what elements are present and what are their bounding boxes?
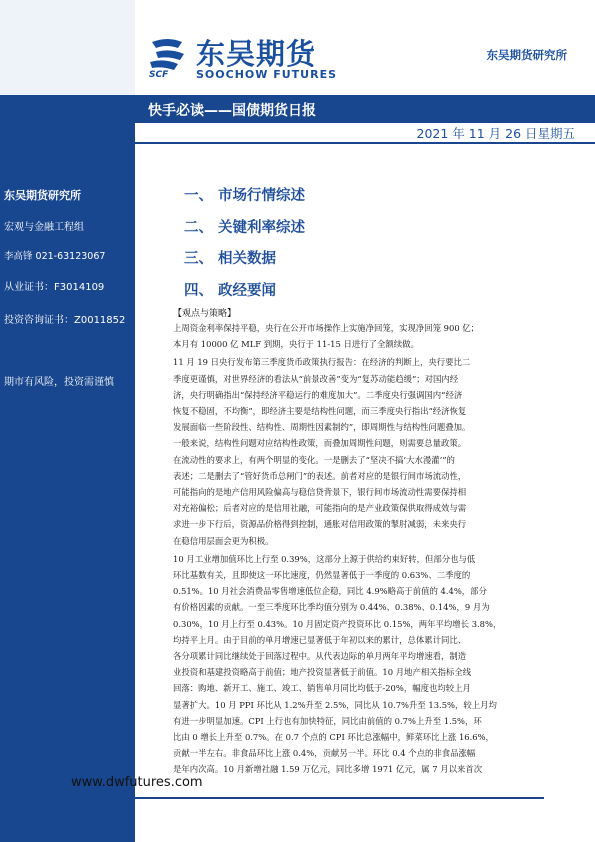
report-body — [173, 320, 558, 780]
sidebar-top-band — [0, 0, 135, 95]
header-institute: 东吴期货研究所 — [486, 48, 567, 62]
sidebar-advisor-license: 投资咨询证书：Z0011852 — [4, 315, 126, 326]
toc-item-policy-news[interactable]: 四、 政经要闻 — [184, 282, 277, 299]
logo-icon — [148, 36, 190, 72]
sidebar-risk-notice: 期市有风险，投资需谨慎 — [4, 377, 114, 388]
sidebar — [0, 0, 135, 842]
toc-item-market-review[interactable]: 一、 市场行情综述 — [184, 188, 306, 204]
body-paragraph: 10 月工业增加值环比上行至 0.39%，这部分上源于供给约束好转，但部分也与低 环比基数有关，且即使这一环比速度，仍然显著低于一季度的 0.63%、二季度的 0.51%。10 月社会消费品零售增速低位企稳，同比 4.9%略高于前值的 4.4%，部分 有价格因素的贡献。一至三季度环比季均值分别为 0.44%、0.38%、0.14%，9 月为 0.30%，10 月上行至 0.43%。10 月固定资产投资环比 0.15%，两年平均增长 3.8%， 均持平上月。由于目前的单月增速已显著低于年初以来的累计，总体累计同比、 各分项累计同比继续处于回落过程中。从代表边际的单月两年平均增速看，制造 业投资和基建投资略高于前值；地产投资显著低于前值。10 月地产相关指标全线 回落：购地、新开工、施工、竣工、销售单月同比均低于-20%，幅度也均较上月 显著扩大。10 月 PPI 环比从 1.2%升至 2.5%，同比从 10.7%升至 13.5%，较上月均 有进一步明显加速。CPI 上行也有加快特征，同比由前值的 0.7%上升至 1.5%，环 比由 0 增长上升至 0.7%。在 0.7 个点的 CPI 环比总涨幅中，鲜菜环比上涨 16.6%， 贡献一半左右。非食品环比上涨 0.4%，贡献另一半。环比 0.4 个点的非食品涨幅 是年内次高。10 月新增社融 1.59 万亿元，同比多增 1971 亿元，属 7 月以来首次 — [173, 553, 502, 775]
date-underline — [135, 142, 595, 144]
sidebar-group: 宏观与金融工程组 — [4, 222, 84, 233]
sidebar-license: 从业证书：F3014109 — [4, 282, 105, 293]
sidebar-analyst: 李高锋 021-63123067 — [4, 251, 106, 262]
body-paragraph: 11 月 19 日央行发布第三季度货币政策执行报告：在经济的判断上，央行要比二 季度更谨慎，对世界经济的看法从“前景改善”变为“复苏动能趋缓”；对国内经 济，央行明确指出“保持经济平稳运行的难度加大”。二季度央行强调国内“经济 恢复不稳固，不均衡”，即经济主要是结构性问题，而三季度央行指出“经济恢复 发展面临一些阶段性、结构性、周期性因素制约”，即周期性与结构性问题叠加。 一般来说，结构性问题对应结构性政策，而叠加周期性问题，则需要总量政策。 在流动性的要求上，有两个明显的变化。一是删去了“坚决不搞‘大水漫灌’”的 表述；二是删去了“管好货币总闸门”的表述。前者对应的是银行间市场流动性， 可能指向的是地产信用风险偏高与稳信贷背景下，银行间市场流动性需要保持相 对充裕偏松；后者对应的是信用社融，可能指向的是产业政策保供取得成效与需 求进一步下行后，资源品价格得到控制，通胀对信用政策的掣肘减弱，未来央行 在稳信用层面会更为积极。 — [173, 357, 471, 546]
logo-name-en: SOOCHOW FUTURES — [196, 68, 338, 81]
section-tag: 【观点与策略】 — [173, 309, 237, 319]
footer-rule — [64, 797, 544, 799]
body-paragraph: 上周资金利率保持平稳，央行在公开市场操作上实施净回笼，实现净回笼 900 亿； 本月有 10000 亿 MLF 到期，央行于 11-15 日进行了全额续做。 — [173, 323, 480, 350]
sidebar-institute: 东吴期货研究所 — [4, 189, 81, 202]
report-title: 快手必读——国债期货日报 — [148, 103, 316, 119]
table-of-contents — [184, 186, 305, 312]
logo-name-cn: 东吴期货 — [196, 37, 317, 71]
toc-item-related-data[interactable]: 三、 相关数据 — [184, 251, 277, 267]
report-date: 2021 年 11 月 26 日星期五 — [416, 126, 575, 141]
toc-item-key-rates[interactable]: 二、 关键利率综述 — [184, 219, 306, 236]
logo-abbreviation: SCF — [149, 70, 169, 80]
footer-url[interactable]: www.dwfutures.com — [71, 775, 203, 790]
